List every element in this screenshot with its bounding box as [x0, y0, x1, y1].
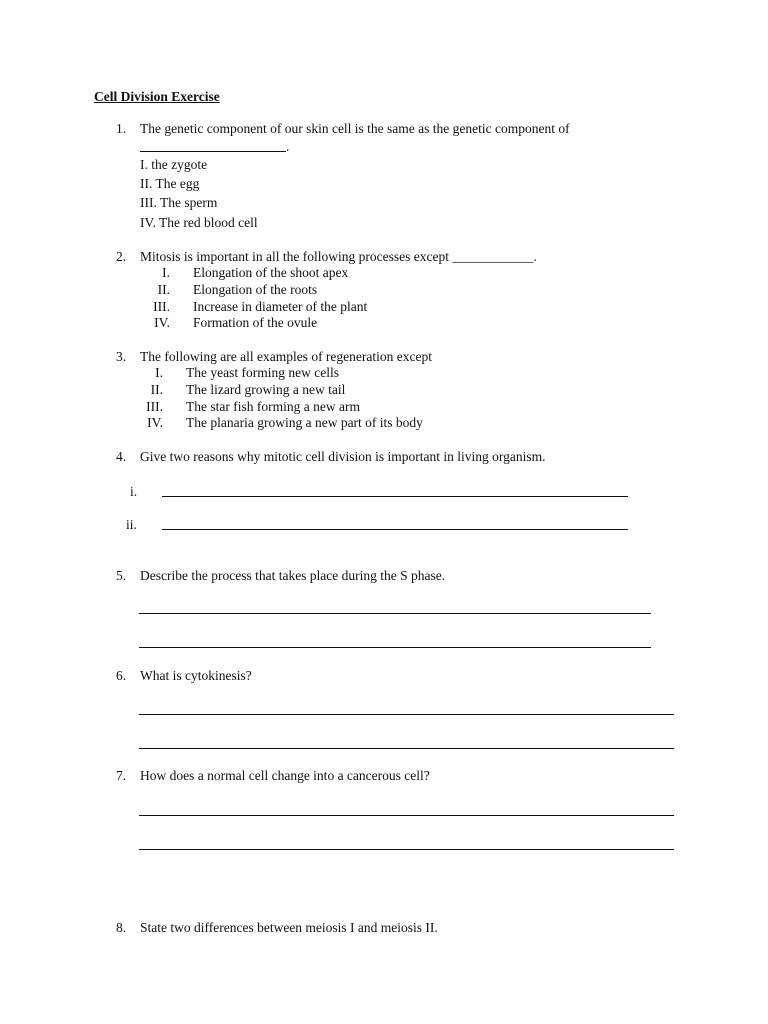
question-text: Give two reasons why mitotic cell division is important in living organism. — [140, 449, 546, 464]
answer-line[interactable] — [162, 529, 628, 530]
option-numeral: II. — [157, 282, 170, 297]
option: The planaria growing a new part of its body — [186, 415, 423, 430]
answer-line[interactable] — [162, 496, 628, 497]
option-numeral: I. — [155, 365, 163, 380]
question-text: Mitosis is important in all the following processes except ____________. — [140, 249, 537, 264]
page-title: Cell Division Exercise — [94, 89, 220, 104]
answer-line[interactable] — [139, 748, 674, 749]
question-number: 3. — [116, 349, 127, 364]
question-number: 8. — [116, 920, 127, 935]
option: Elongation of the shoot apex — [193, 265, 349, 280]
option: II. The egg — [140, 176, 200, 191]
option-numeral: III. — [146, 399, 163, 414]
question-text: State two differences between meiosis I and meiosis II. — [140, 920, 438, 935]
option-numeral: I. — [162, 265, 170, 280]
question-number: 7. — [116, 768, 127, 783]
option-numeral: III. — [153, 299, 170, 314]
question-number: 6. — [116, 668, 127, 683]
sub-label: i. — [130, 484, 138, 499]
option: IV. The red blood cell — [140, 215, 258, 230]
answer-line[interactable] — [139, 647, 651, 648]
option: The yeast forming new cells — [186, 365, 339, 380]
answer-line[interactable] — [139, 815, 674, 816]
option: Increase in diameter of the plant — [193, 299, 368, 314]
option-numeral: IV. — [147, 415, 163, 430]
question-text: The genetic component of our skin cell is the same as the genetic component of — [140, 121, 570, 136]
question-number: 4. — [116, 449, 127, 464]
sub-label: ii. — [126, 517, 137, 532]
question-number: 5. — [116, 568, 127, 583]
answer-line[interactable] — [139, 714, 674, 715]
option-numeral: II. — [150, 382, 163, 397]
option: Formation of the ovule — [193, 315, 318, 330]
option: Elongation of the roots — [193, 282, 318, 297]
question-text: Describe the process that takes place during the S phase. — [140, 568, 446, 583]
question-text: How does a normal cell change into a cancerous cell? — [140, 768, 430, 783]
option: III. The sperm — [140, 195, 218, 210]
answer-line[interactable] — [139, 613, 651, 614]
blank-trail: . — [286, 139, 290, 154]
question-number: 2. — [116, 249, 127, 264]
question-number: 1. — [116, 121, 127, 136]
option-numeral: IV. — [154, 315, 170, 330]
option: The star fish forming a new arm — [186, 399, 360, 414]
question-text: The following are all examples of regeneration except — [140, 349, 432, 364]
option: I. the zygote — [140, 157, 208, 172]
answer-blank[interactable] — [140, 151, 286, 152]
answer-line[interactable] — [139, 849, 674, 850]
option: The lizard growing a new tail — [186, 382, 346, 397]
question-text: What is cytokinesis? — [140, 668, 252, 683]
